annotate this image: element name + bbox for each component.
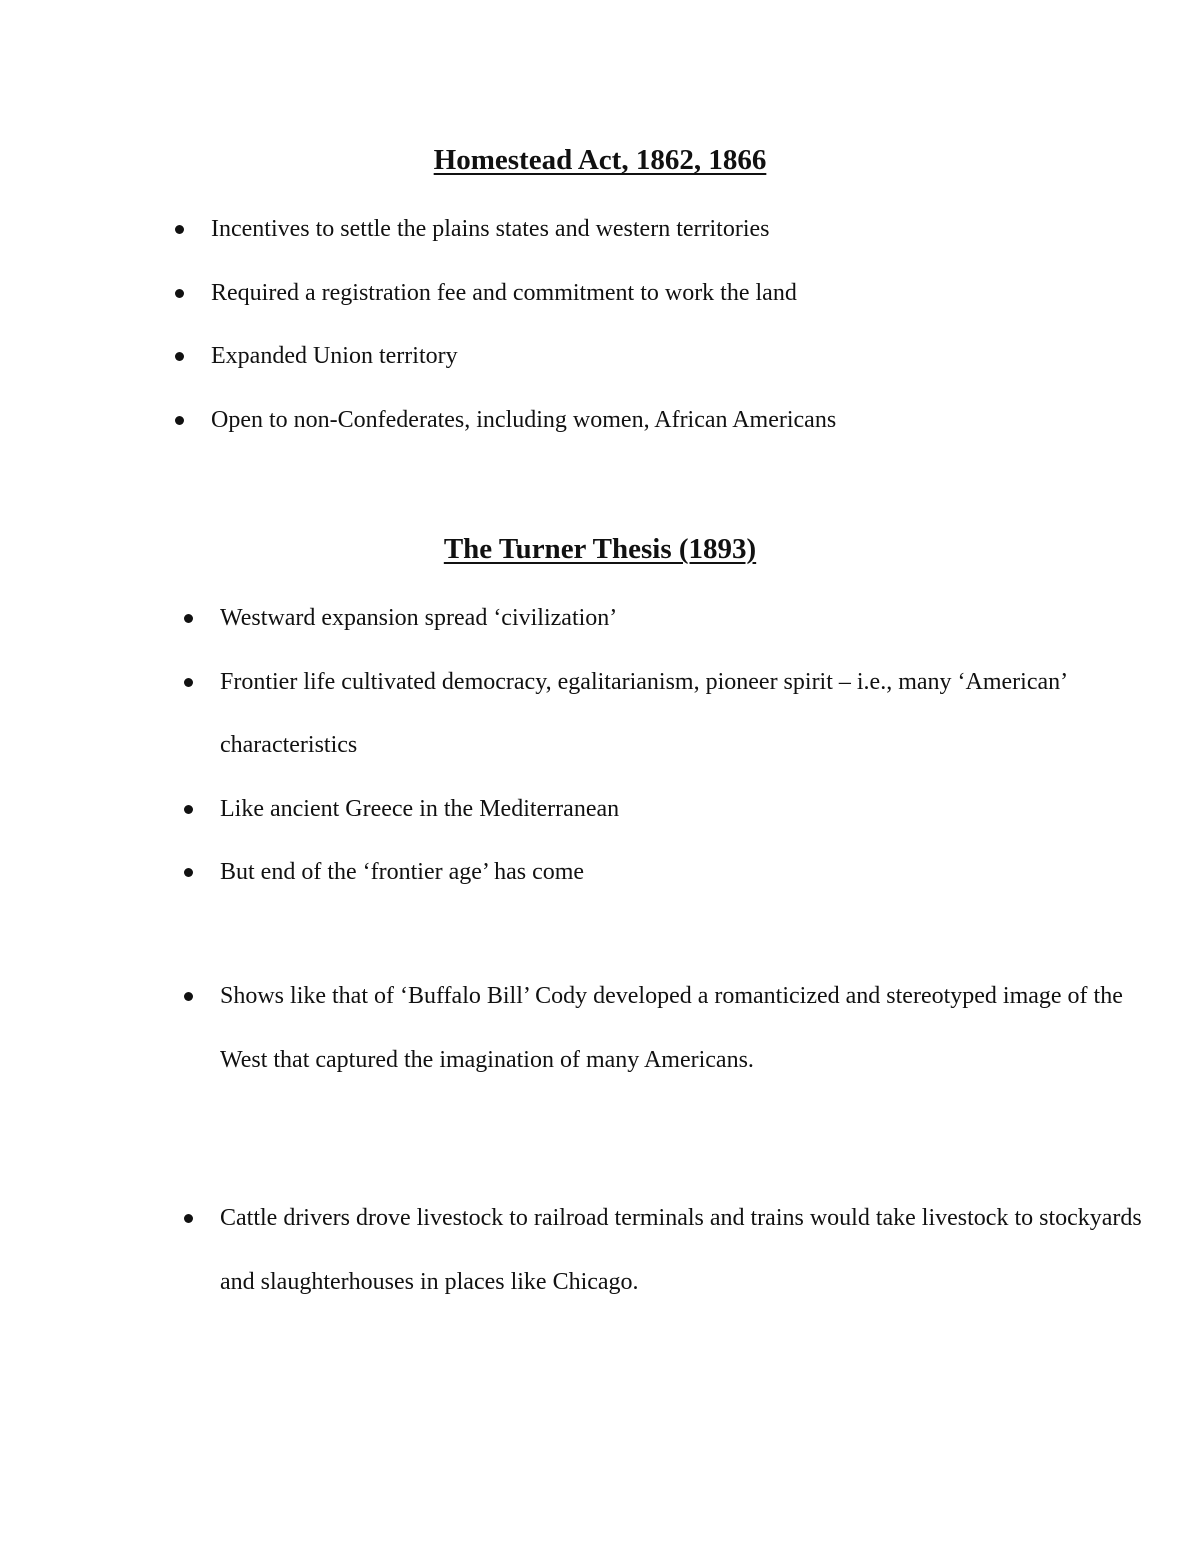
list-item-text: Incentives to settle the plains states and western territories: [211, 216, 770, 242]
section-heading-homestead-act: Homestead Act, 1862, 1866: [433, 144, 767, 176]
list-item: [211, 198, 1171, 262]
list-item-text: But end of the ‘frontier age’ has come: [220, 859, 585, 885]
list-item-text: Like ancient Greece in the Mediterranean: [220, 795, 620, 822]
list-item-text: Required a registration fee and commitment to work the land: [211, 279, 797, 306]
list-item: [220, 651, 1170, 778]
bullet-icon: [184, 992, 193, 1001]
bullet-icon: [175, 416, 184, 425]
list-item: [220, 587, 1170, 651]
list-item-text: Expanded Union territory: [211, 343, 458, 369]
section-heading-turner-thesis: The Turner Thesis (1893): [443, 533, 757, 565]
buffalo-bill-list: [220, 965, 1170, 1092]
list-item-text: Shows like that of ‘Buffalo Bill’ Cody developed a romanticized and stereotyped image of the West that captured the imagination of many Americans.: [220, 983, 1123, 1073]
list-item: [211, 389, 1171, 453]
list-item: [220, 841, 1170, 905]
bullet-icon: [184, 805, 193, 814]
list-item-text: Frontier life cultivated democracy, egalitarianism, pioneer spirit – i.e., many ‘American’ characteristics: [220, 668, 1067, 758]
bullet-icon: [175, 289, 184, 298]
bullet-icon: [184, 868, 193, 877]
list-item: [211, 325, 1171, 389]
list-item-text: Cattle drivers drove livestock to railroad terminals and trains would take livestock to stockyards and slaughterhouses in places like Chicago.: [220, 1205, 1142, 1295]
cattle-drivers-list: [220, 1187, 1170, 1314]
list-item-text: Open to non-Confederates, including women, African Americans: [211, 406, 837, 433]
bullet-icon: [184, 1214, 193, 1223]
bullet-icon: [175, 225, 184, 234]
homestead-act-list: [211, 198, 1171, 452]
list-item: [220, 778, 1170, 842]
list-item: [220, 1187, 1170, 1314]
bullet-icon: [184, 678, 193, 687]
bullet-icon: [175, 352, 184, 361]
list-item: [211, 262, 1171, 326]
turner-thesis-list: [220, 587, 1170, 905]
bullet-icon: [184, 614, 193, 623]
list-item-text: Westward expansion spread ‘civilization’: [220, 605, 618, 631]
list-item: [220, 965, 1170, 1092]
